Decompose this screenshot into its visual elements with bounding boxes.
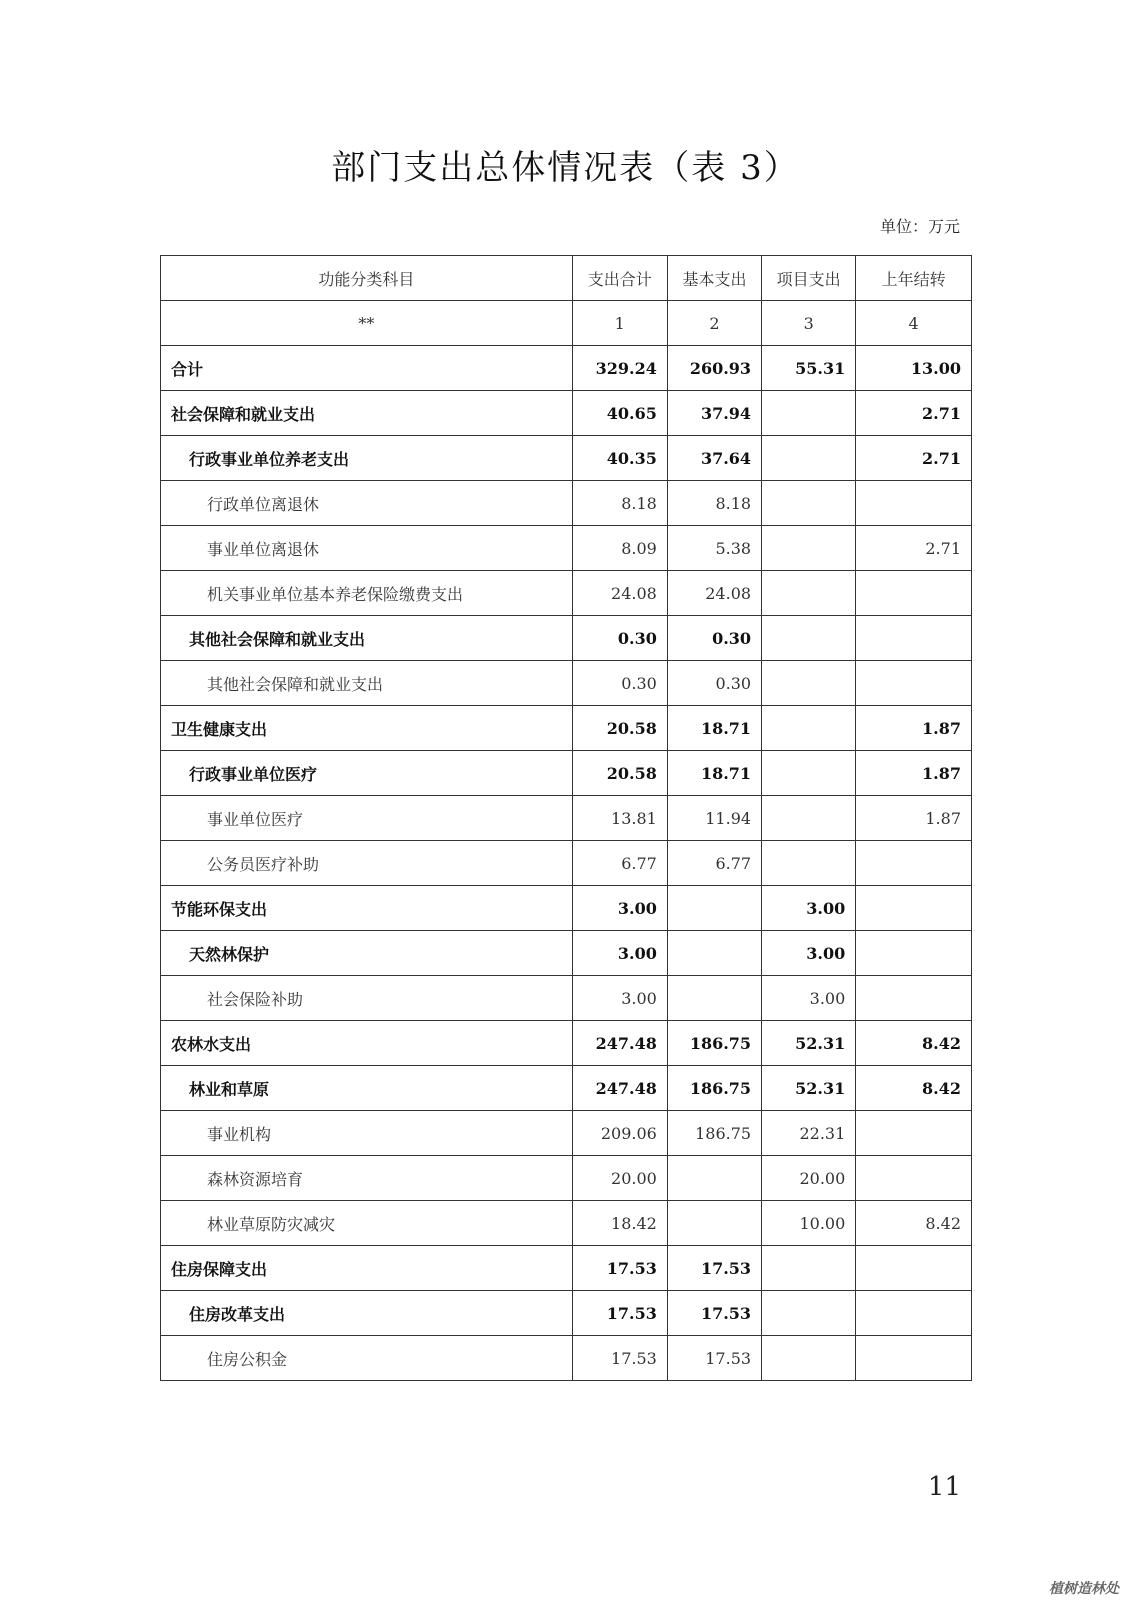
page-title: 部门支出总体情况表（表 3）: [331, 148, 800, 188]
row-subject-cell: 行政事业单位养老支出: [161, 436, 573, 481]
table-row: [161, 346, 972, 391]
value-cell: 55.31: [762, 346, 856, 391]
row-subject-cell: 其他社会保障和就业支出: [161, 661, 573, 706]
column-header: 上年结转: [856, 256, 972, 301]
value-cell: 247.48: [572, 1021, 667, 1066]
value-cell: [856, 1246, 972, 1291]
value-cell: [856, 481, 972, 526]
value-cell: [667, 976, 761, 1021]
value-cell: 17.53: [572, 1336, 667, 1381]
row-subject-cell: 节能环保支出: [161, 886, 573, 931]
table-row: [161, 1066, 972, 1111]
value-cell: 18.71: [667, 751, 761, 796]
row-subject-cell: 住房公积金: [161, 1336, 573, 1381]
table-row: [161, 571, 972, 616]
unit-label: 单位：万元: [879, 217, 960, 236]
value-cell: 8.18: [667, 481, 761, 526]
value-cell: 329.24: [572, 346, 667, 391]
page-number: 11: [927, 1472, 961, 1502]
value-cell: [856, 931, 972, 976]
column-header: 项目支出: [762, 256, 856, 301]
row-subject-cell: 卫生健康支出: [161, 706, 573, 751]
value-cell: 1.87: [856, 796, 972, 841]
row-subject-cell: 公务员医疗补助: [161, 841, 573, 886]
value-cell: 20.00: [762, 1156, 856, 1201]
value-cell: [762, 1246, 856, 1291]
value-cell: [762, 526, 856, 571]
table-row: [161, 481, 972, 526]
value-cell: [667, 1156, 761, 1201]
value-cell: [762, 1336, 856, 1381]
table-body: [161, 301, 972, 1381]
column-header: 功能分类科目: [161, 256, 573, 301]
value-cell: 40.65: [572, 391, 667, 436]
value-cell: [762, 751, 856, 796]
index-cell: 3: [762, 301, 856, 346]
index-cell: 4: [856, 301, 972, 346]
value-cell: 6.77: [667, 841, 761, 886]
expense-table: [160, 255, 972, 1381]
value-cell: [856, 1291, 972, 1336]
value-cell: 0.30: [667, 661, 761, 706]
value-cell: 17.53: [667, 1291, 761, 1336]
table-row: [161, 1246, 972, 1291]
table-row: [161, 391, 972, 436]
table-row: [161, 1291, 972, 1336]
value-cell: [762, 841, 856, 886]
value-cell: 37.94: [667, 391, 761, 436]
value-cell: [667, 1201, 761, 1246]
value-cell: [762, 796, 856, 841]
table-row: [161, 1201, 972, 1246]
value-cell: [856, 1336, 972, 1381]
value-cell: 20.58: [572, 706, 667, 751]
value-cell: [762, 391, 856, 436]
value-cell: 24.08: [572, 571, 667, 616]
value-cell: 17.53: [572, 1291, 667, 1336]
value-cell: 3.00: [762, 931, 856, 976]
table-row: [161, 976, 972, 1021]
value-cell: 10.00: [762, 1201, 856, 1246]
row-subject-cell: 事业单位医疗: [161, 796, 573, 841]
row-subject-cell: 其他社会保障和就业支出: [161, 616, 573, 661]
value-cell: 3.00: [572, 976, 667, 1021]
row-subject-cell: 事业单位离退休: [161, 526, 573, 571]
value-cell: [856, 571, 972, 616]
value-cell: 0.30: [667, 616, 761, 661]
row-subject-cell: 事业机构: [161, 1111, 573, 1156]
table-row: [161, 796, 972, 841]
column-index-row: [161, 301, 972, 346]
table-row: [161, 1336, 972, 1381]
value-cell: 260.93: [667, 346, 761, 391]
row-subject-cell: 行政事业单位医疗: [161, 751, 573, 796]
value-cell: 8.09: [572, 526, 667, 571]
value-cell: 37.64: [667, 436, 761, 481]
value-cell: 18.42: [572, 1201, 667, 1246]
value-cell: 3.00: [572, 886, 667, 931]
table-row: [161, 436, 972, 481]
table-row: [161, 841, 972, 886]
value-cell: [667, 931, 761, 976]
value-cell: 8.42: [856, 1021, 972, 1066]
value-cell: 8.42: [856, 1066, 972, 1111]
value-cell: [762, 436, 856, 481]
value-cell: 3.00: [762, 976, 856, 1021]
row-subject-cell: 行政单位离退休: [161, 481, 573, 526]
table-row: [161, 526, 972, 571]
table-row: [161, 751, 972, 796]
watermark: 植树造林处: [1049, 1581, 1119, 1597]
value-cell: 0.30: [572, 616, 667, 661]
value-cell: 8.18: [572, 481, 667, 526]
value-cell: [856, 886, 972, 931]
row-subject-cell: 森林资源培育: [161, 1156, 573, 1201]
row-subject-cell: 农林水支出: [161, 1021, 573, 1066]
value-cell: [762, 706, 856, 751]
value-cell: 1.87: [856, 751, 972, 796]
value-cell: 2.71: [856, 526, 972, 571]
table-row: [161, 616, 972, 661]
value-cell: 20.00: [572, 1156, 667, 1201]
value-cell: 186.75: [667, 1021, 761, 1066]
value-cell: [856, 841, 972, 886]
value-cell: [667, 886, 761, 931]
table-row: [161, 1021, 972, 1066]
value-cell: 40.35: [572, 436, 667, 481]
value-cell: 13.00: [856, 346, 972, 391]
table-row: [161, 886, 972, 931]
value-cell: [856, 1111, 972, 1156]
value-cell: 24.08: [667, 571, 761, 616]
table-header-row: [161, 256, 972, 301]
index-cell: 1: [572, 301, 667, 346]
index-cell: 2: [667, 301, 761, 346]
column-header: 支出合计: [572, 256, 667, 301]
value-cell: 52.31: [762, 1021, 856, 1066]
row-subject-cell: 天然林保护: [161, 931, 573, 976]
value-cell: [856, 661, 972, 706]
row-subject-cell: 社会保障和就业支出: [161, 391, 573, 436]
value-cell: 0.30: [572, 661, 667, 706]
value-cell: 3.00: [572, 931, 667, 976]
value-cell: 52.31: [762, 1066, 856, 1111]
value-cell: 247.48: [572, 1066, 667, 1111]
row-subject-cell: 社会保险补助: [161, 976, 573, 1021]
table-row: [161, 661, 972, 706]
value-cell: 17.53: [572, 1246, 667, 1291]
value-cell: 18.71: [667, 706, 761, 751]
value-cell: [856, 616, 972, 661]
table-row: [161, 1156, 972, 1201]
row-subject-cell: 住房保障支出: [161, 1246, 573, 1291]
column-header: 基本支出: [667, 256, 761, 301]
index-cell: **: [161, 301, 573, 346]
table-row: [161, 1111, 972, 1156]
row-subject-cell: 合计: [161, 346, 573, 391]
value-cell: 20.58: [572, 751, 667, 796]
row-subject-cell: 住房改革支出: [161, 1291, 573, 1336]
row-subject-cell: 林业草原防灾减灾: [161, 1201, 573, 1246]
value-cell: 3.00: [762, 886, 856, 931]
row-subject-cell: 林业和草原: [161, 1066, 573, 1111]
value-cell: [762, 616, 856, 661]
value-cell: 2.71: [856, 391, 972, 436]
value-cell: 13.81: [572, 796, 667, 841]
value-cell: 8.42: [856, 1201, 972, 1246]
value-cell: [762, 661, 856, 706]
value-cell: 17.53: [667, 1246, 761, 1291]
value-cell: 11.94: [667, 796, 761, 841]
value-cell: 186.75: [667, 1111, 761, 1156]
value-cell: 209.06: [572, 1111, 667, 1156]
value-cell: 17.53: [667, 1336, 761, 1381]
value-cell: [762, 1291, 856, 1336]
value-cell: 2.71: [856, 436, 972, 481]
value-cell: 6.77: [572, 841, 667, 886]
value-cell: [856, 1156, 972, 1201]
table-row: [161, 931, 972, 976]
value-cell: [856, 976, 972, 1021]
value-cell: 22.31: [762, 1111, 856, 1156]
value-cell: 5.38: [667, 526, 761, 571]
value-cell: [762, 481, 856, 526]
value-cell: 1.87: [856, 706, 972, 751]
value-cell: [762, 571, 856, 616]
value-cell: 186.75: [667, 1066, 761, 1111]
table-row: [161, 706, 972, 751]
row-subject-cell: 机关事业单位基本养老保险缴费支出: [161, 571, 573, 616]
